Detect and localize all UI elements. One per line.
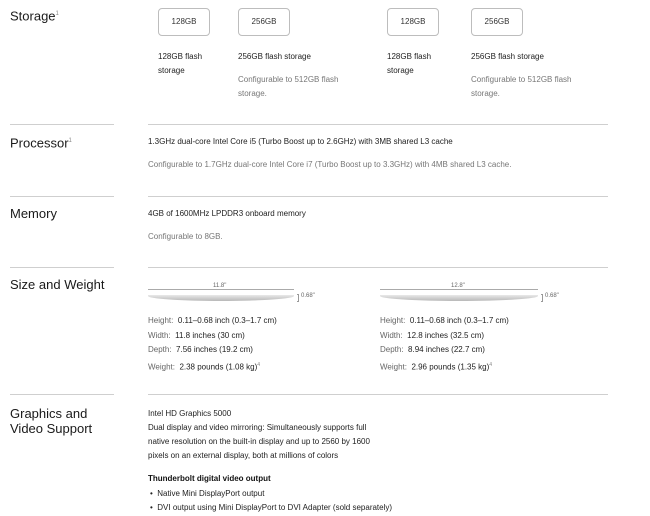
spec-width: Width: 12.8 inches (32.5 cm) (380, 330, 485, 340)
spec-weight: Weight: 2.96 pounds (1.35 kg)$^4$ (380, 361, 493, 372)
processor-footnote-mark[interactable]: 1 (68, 138, 72, 144)
laptop-11-illustration (148, 283, 318, 305)
storage-option-128gb-b[interactable]: 128GB (387, 8, 439, 36)
thickness-label: 0.68" (301, 293, 315, 299)
storage-col2-config: Configurable to 512GB flash storage. (238, 75, 339, 98)
storage-col4-title: 256GB flash storage (471, 52, 544, 61)
divider (148, 124, 608, 125)
storage-option-256gb-b[interactable]: 256GB (471, 8, 523, 36)
bullet-icon: • (150, 503, 153, 512)
divider (148, 267, 608, 268)
storage-col2-title: 256GB flash storage (238, 52, 311, 61)
list-item: • DVI output using Mini DisplayPort to DVI Adapter (sold separately) (150, 503, 393, 512)
divider (148, 196, 608, 197)
graphics-heading: Graphics and Video Support (10, 406, 93, 436)
spec-height: Height: 0.11–0.68 inch (0.3–1.7 cm) (380, 316, 509, 325)
thunderbolt-bullets (150, 487, 392, 515)
laptop-13-illustration (380, 283, 565, 305)
weight-footnote-mark[interactable]: 4 (257, 361, 261, 368)
laptop-side-profile (380, 295, 538, 301)
width-dimension-label: 12.8" (448, 283, 468, 289)
storage-col1-title: 128GB flash storage (158, 52, 203, 75)
weight-footnote-mark[interactable]: 4 (489, 361, 493, 368)
memory-config: Configurable to 8GB. (148, 232, 223, 241)
graphics-description: Intel HD Graphics 5000 Dual display and video mirroring: Simultaneously supports full native resolution on the built-in display and up to 2560 by 1600 pixels on an external display, both at millions of colors (148, 409, 370, 460)
width-dimension-label: 11.8" (210, 283, 229, 289)
divider (10, 394, 114, 395)
processor-main: 1.3GHz dual-core Intel Core i5 (Turbo Boost up to 2.6GHz) with 3MB shared L3 cache (148, 137, 453, 146)
thunderbolt-title: Thunderbolt digital video output (148, 474, 271, 483)
divider (10, 196, 114, 197)
divider (10, 267, 114, 268)
storage-heading: Storage$^1$ (10, 8, 59, 24)
thickness-label: 0.68" (545, 293, 559, 299)
storage-col4-config: Configurable to 512GB flash storage. (471, 75, 572, 98)
memory-heading: Memory (10, 206, 57, 221)
processor-heading: Processor$^1$ (10, 135, 72, 151)
storage-footnote-mark[interactable]: 1 (55, 11, 59, 17)
storage-option-256gb-a[interactable]: 256GB (238, 8, 290, 36)
size-weight-heading: Size and Weight (10, 277, 105, 292)
thickness-brace (541, 294, 543, 302)
spec-weight: Weight: 2.38 pounds (1.08 kg)$^4$ (148, 361, 261, 372)
width-dimension-line (380, 289, 538, 290)
laptop-side-profile (148, 295, 294, 301)
storage-col3-title: 128GB flash storage (387, 52, 432, 75)
thickness-brace (297, 294, 299, 302)
spec-height: Height: 0.11–0.68 inch (0.3–1.7 cm) (148, 316, 277, 325)
bullet-icon: • (150, 489, 153, 498)
spec-width: Width: 11.8 inches (30 cm) (148, 330, 245, 340)
list-item: • Native Mini DisplayPort output (150, 489, 265, 498)
spec-depth: Depth: 7.56 inches (19.2 cm) (148, 345, 253, 354)
storage-option-128gb-a[interactable]: 128GB (158, 8, 210, 36)
divider (10, 124, 114, 125)
processor-config: Configurable to 1.7GHz dual-core Intel Core i7 (Turbo Boost up to 3.3GHz) with 4MB shared L3 cache. (148, 160, 512, 169)
width-dimension-line (148, 289, 294, 290)
spec-depth: Depth: 8.94 inches (22.7 cm) (380, 345, 485, 354)
divider (148, 394, 608, 395)
memory-main: 4GB of 1600MHz LPDDR3 onboard memory (148, 209, 306, 218)
